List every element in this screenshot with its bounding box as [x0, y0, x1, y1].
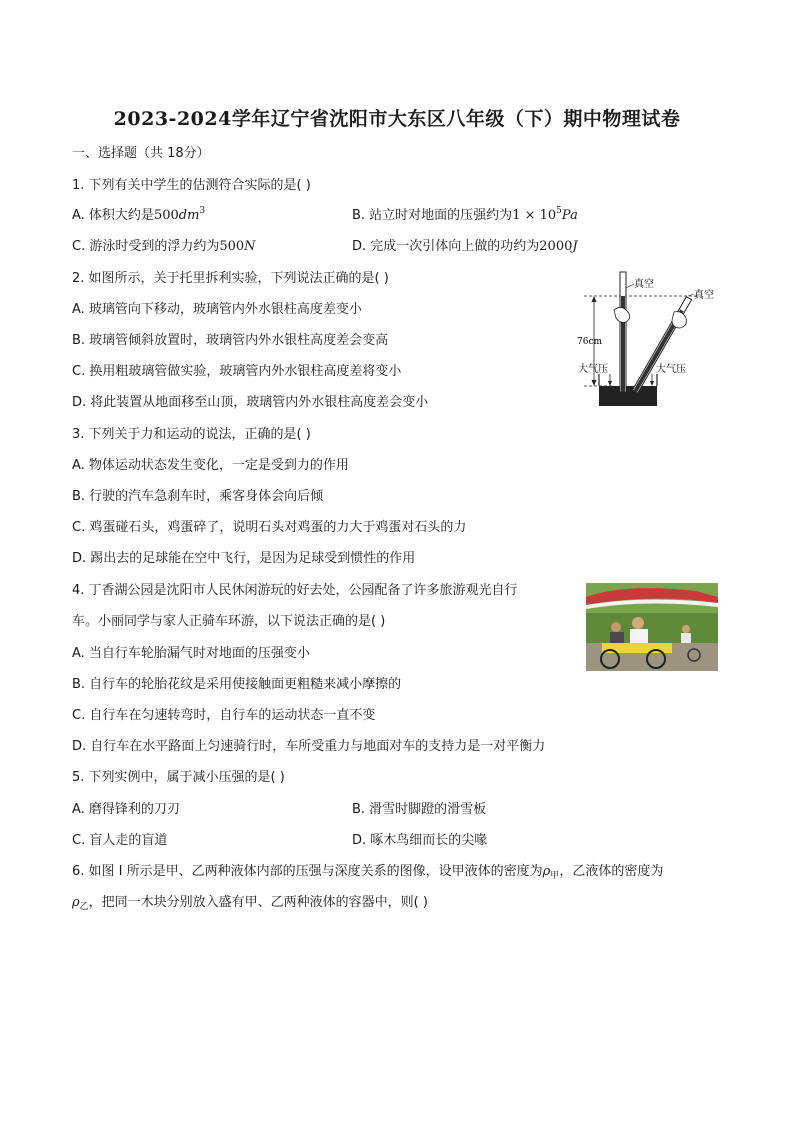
q1-b-unit: Pa [561, 208, 578, 223]
q1-a-text: A. 体积大约是 [72, 208, 154, 223]
q6-line1 [72, 863, 663, 881]
height-label: 76cm [577, 337, 603, 347]
sightseeing-bike-photo [586, 583, 718, 671]
section-heading: 一、选择题（共 18分） [72, 146, 210, 161]
q1-option-d [352, 238, 578, 256]
height-arrow-head-top [592, 296, 597, 302]
q1-d-text: D. 完成一次引体向上做的功约为 [352, 239, 540, 254]
q1-a-num: 500 [153, 208, 179, 223]
q1-c-unit: N [244, 239, 256, 254]
q4-stem-line2: 车。小丽同学与家人正骑车环游，以下说法正确的是( ) [72, 614, 386, 629]
q6-line1-text: 6. 如图 I 所示是甲、乙两种液体内部的压强与深度关系的图像，设甲液体的密度为 [72, 864, 543, 879]
air-pressure-label-right: 大气压 [656, 364, 686, 375]
q3-option-b: B. 行驶的汽车急刹车时，乘客身体会向后倾 [72, 489, 324, 504]
air-pressure-label-left: 大气压 [578, 364, 608, 375]
q1-option-a [72, 207, 205, 225]
q1-b-num: 1 × 10 [512, 208, 557, 223]
height-arrow-head-bottom [592, 380, 597, 386]
vacuum-label-right: 真空 [694, 290, 714, 301]
torricelli-figure [574, 270, 724, 412]
q2-option-b: B. 玻璃管倾斜放置时，玻璃管内外水银柱高度差会变高 [72, 333, 389, 348]
q1-a-exp: 3 [199, 206, 206, 216]
q2-stem: 2. 如图所示，关于托里拆利实验，下列说法正确的是( ) [72, 271, 389, 286]
q4-option-c: C. 自行车在匀速转弯时，自行车的运动状态一直不变 [72, 708, 376, 723]
q3-option-d: D. 踢出去的足球能在空中飞行，是因为足球受到惯性的作用 [72, 551, 416, 566]
rho-yi: ρ [72, 895, 80, 910]
q5-option-b: B. 滑雪时脚蹬的滑雪板 [352, 802, 487, 817]
rho-jia: ρ [542, 864, 551, 879]
q1-c-num: 500 [219, 239, 245, 254]
q3-stem: 3. 下列关于力和运动的说法，正确的是( ) [72, 427, 311, 442]
q4-option-d: D. 自行车在水平路面上匀速骑行时，车所受重力与地面对车的支持力是一对平衡力 [72, 739, 546, 754]
q2-option-a: A. 玻璃管向下移动，玻璃管内外水银柱高度差变小 [72, 302, 362, 317]
q5-option-d: D. 啄木鸟细而长的尖喙 [352, 833, 488, 848]
vacuum-label-left: 真空 [634, 279, 654, 290]
page-title: 2023-2024学年辽宁省沈阳市大东区八年级（下）期中物理试卷 [113, 108, 681, 130]
q1-stem: 1. 下列有关中学生的估测符合实际的是( ) [72, 178, 311, 193]
q1-option-b [352, 207, 578, 225]
rider-head [632, 617, 644, 629]
q5-stem: 5. 下列实例中，属于减小压强的是( ) [72, 770, 285, 785]
q6-line1-mid: ，乙液体的密度为 [559, 864, 664, 879]
q4-option-a: A. 当自行车轮胎漏气时对地面的压强变小 [72, 646, 310, 661]
mercury-dish [599, 386, 657, 406]
rho-jia-sub: 甲 [550, 871, 560, 881]
q5-option-c: C. 盲人走的盲道 [72, 833, 168, 848]
rho-yi-sub: 乙 [79, 902, 89, 912]
q4-option-b: B. 自行车的轮胎花纹是采用使接触面更粗糙来减小摩擦的 [72, 677, 402, 692]
q4-stem-line1: 4. 丁香湖公园是沈阳市人民休闲游玩的好去处，公园配备了许多旅游观光自行 [72, 583, 518, 598]
q1-c-text: C. 游泳时受到的浮力约为 [72, 239, 220, 254]
q1-option-c [72, 238, 256, 256]
q6-line2 [72, 894, 428, 912]
hand-left [614, 307, 630, 322]
q5-option-a: A. 磨得锋利的刀刃 [72, 802, 180, 817]
q2-option-d: D. 将此装置从地面移至山顶，玻璃管内外水银柱高度差会变小 [72, 395, 429, 410]
q1-a-unit: dm [178, 208, 200, 223]
q6-line2-text: ，把同一木块分别放入盛有甲、乙两种液体的容器中，则( ) [88, 895, 428, 910]
hand-right [672, 312, 686, 328]
q3-option-c: C. 鸡蛋碰石头，鸡蛋碎了，说明石头对鸡蛋的力大于鸡蛋对石头的力 [72, 520, 467, 535]
tilted-tube [632, 297, 691, 394]
q1-d-unit: J [572, 239, 578, 254]
q1-b-text: B. 站立时对地面的压强约为 [352, 208, 513, 223]
q3-option-a: A. 物体运动状态发生变化，一定是受到力的作用 [72, 458, 349, 473]
q1-d-num: 2000 [539, 239, 573, 254]
q1-b-exp: 5 [556, 206, 562, 216]
q2-option-c: C. 换用粗玻璃管做实验，玻璃管内外水银柱高度差将变小 [72, 364, 402, 379]
